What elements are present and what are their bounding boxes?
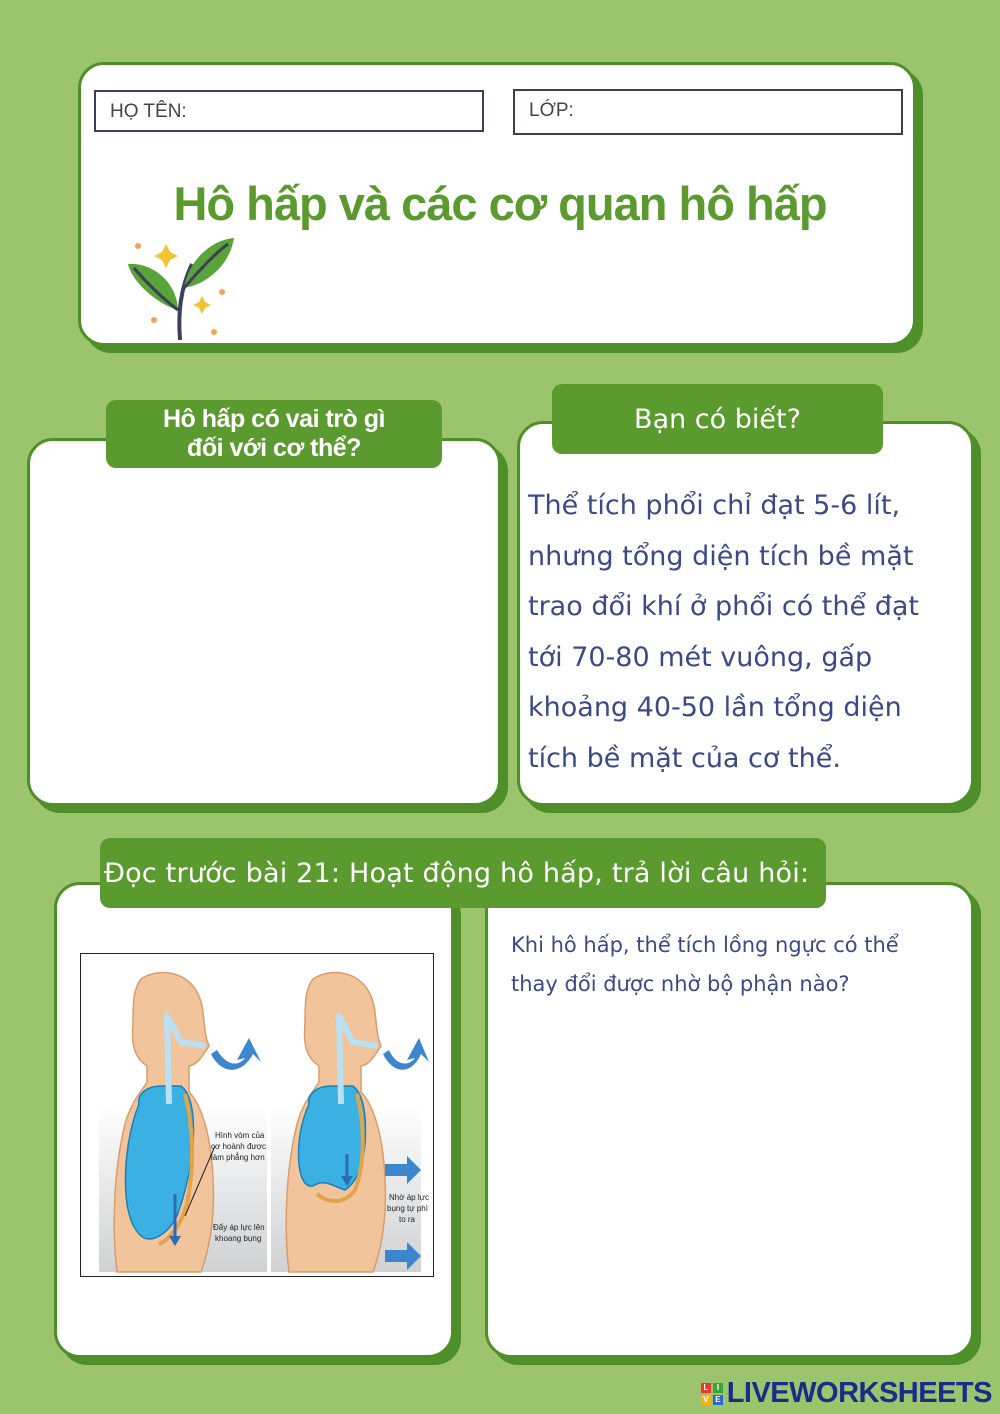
class-label: LỚP:	[529, 100, 574, 121]
role-answer-card[interactable]	[27, 438, 501, 806]
class-field[interactable]	[513, 89, 903, 135]
name-label: HỌ TÊN:	[110, 101, 187, 122]
diagram-label-abd-1: Nhờ áp lực	[389, 1193, 429, 1202]
brand-text: LIVEWORKSHEETS	[726, 1377, 992, 1409]
logo-squares-icon	[701, 1383, 723, 1405]
logo-letter-e: E	[713, 1395, 723, 1405]
reading-heading-text: Đọc trước bài 21: Hoạt động hô hấp, trả lời câu hỏi:	[104, 857, 810, 889]
page-title: Hô hấp và các cơ quan hô hấp	[173, 177, 827, 230]
breathing-diagram	[80, 953, 434, 1277]
reading-heading	[100, 838, 826, 908]
logo-letter-i: I	[713, 1383, 723, 1393]
liveworksheets-logo	[701, 1377, 992, 1410]
fact-heading: Bạn có biết?	[552, 384, 883, 454]
question-text: Khi hô hấp, thể tích lồng ngực có thể thay đổi được nhờ bộ phận nào?	[511, 933, 899, 996]
name-field[interactable]	[94, 90, 484, 132]
role-heading-line1: Hô hấp có vai trò gì	[163, 405, 385, 433]
role-heading-line2: đối với cơ thể?	[187, 434, 361, 462]
diagram-label-push-1: Đẩy áp lực lên	[213, 1223, 265, 1232]
fact-text: Thể tích phổi chỉ đạt 5-6 lít, nhưng tổng diện tích bề mặt trao đổi khí ở phổi có thể đạt tới 70-80 mét vuông, gấp khoảng 40-50 lần tổng diện tích bề mặt của cơ thể.	[528, 490, 919, 774]
diagram-label-abd-3: to ra	[399, 1215, 416, 1224]
logo-letter-l: L	[701, 1383, 711, 1393]
role-heading	[106, 400, 442, 468]
plant-icon	[122, 234, 240, 346]
logo-letter-v: V	[701, 1395, 711, 1405]
diagram-label-dome-2: cơ hoành được	[211, 1142, 266, 1151]
diagram-label-dome-1: Hình vòm của	[215, 1131, 265, 1140]
diagram-label-abd-2: bụng tự phì	[387, 1204, 428, 1213]
diagram-label-push-2: khoang bụng	[215, 1234, 262, 1243]
diagram-label-dome-3: làm phẳng hơn	[211, 1153, 265, 1162]
